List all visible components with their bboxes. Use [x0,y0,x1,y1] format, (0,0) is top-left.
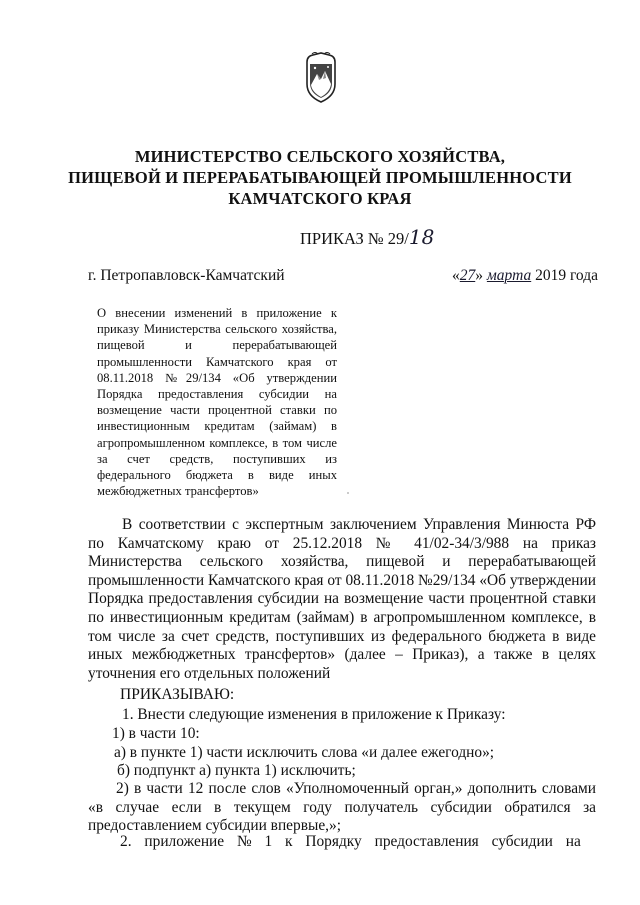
date-month-handwritten: марта [486,267,532,284]
scan-speck [347,492,349,494]
coat-of-arms-emblem [303,52,339,104]
ministry-line-2: ПИЩЕВОЙ И ПЕРЕРАБАТЫВАЮЩЕЙ ПРОМЫШЛЕННОСТИ [68,168,572,187]
item-1-sub-2 [88,780,596,836]
order-number-handwritten: 18 [408,225,435,249]
date-quote-open: « [452,267,460,284]
order-date [452,267,598,285]
item-1-sub-2-text: 2) в части 12 после слов «Уполномоченный орган,» дополнить словами «в случае если в текущем году получатель субсидии обратился за предоставлением субсидии впервые,»; [88,780,596,835]
item-1-sub-1: 1) в части 10: [112,725,200,742]
order-directive-word: ПРИКАЗЫВАЮ: [120,686,235,703]
preamble-text: В соответствии с экспертным заключением Управления Минюста РФ по Камчатскому краю от 25.12.2018 № 41/02-34/3/988 на приказ Министерства сельского хозяйства, пищевой и перерабатывающей промышленности Камчатского края от 08.11.2018 №29/134 «Об утверждении Порядка предоставления субсидии на возмещение части процентной ставки по инвестиционным кредитам (займам) в агропромышленном комплексе, в том числе за счет средств, поступивших из федерального бюджета в виде иных межбюджетных трансфертов» (далее – Приказ), а также в целях уточнения его отдельных положений [88,516,596,682]
preamble-paragraph [88,516,596,683]
date-year: 2019 года [535,267,598,284]
ministry-line-3: КАМЧАТСКОГО КРАЯ [228,189,412,208]
order-subject: О внесении изменений в приложение к приказу Министерства сельского хозяйства, пищевой и перерабатывающей промышленности Камчатского края от 08.11.2018 №29/134 «Об утверждении Порядка предоставления субсидии на возмещение части процентной ставки по инвестиционным кредитам (займам) в агропромышленном комплексе, в том числе за счет средств, поступивших из федерального бюджета в виде иных межбюджетных трансфертов» [97,306,337,499]
ministry-name [0,146,640,209]
item-2: 2. приложение № 1 к Порядку предоставления субсидии на [120,833,581,850]
item-1-sub-b: б) подпункт а) пункта 1) исключить; [117,762,356,779]
date-quote-close: » [475,267,483,284]
ministry-line-1: МИНИСТЕРСТВО СЕЛЬСКОГО ХОЗЯЙСТВА, [134,147,506,166]
order-title [300,225,434,249]
city-name: г. Петропавловск-Камчатский [88,267,285,284]
order-label: ПРИКАЗ № 29/ [300,229,409,248]
date-day-handwritten: 27 [459,267,476,284]
item-1: 1. Внести следующие изменения в приложение к Приказу: [122,706,506,723]
item-1-sub-a: а) в пункте 1) части исключить слова «и далее ежегодно»; [114,744,495,761]
